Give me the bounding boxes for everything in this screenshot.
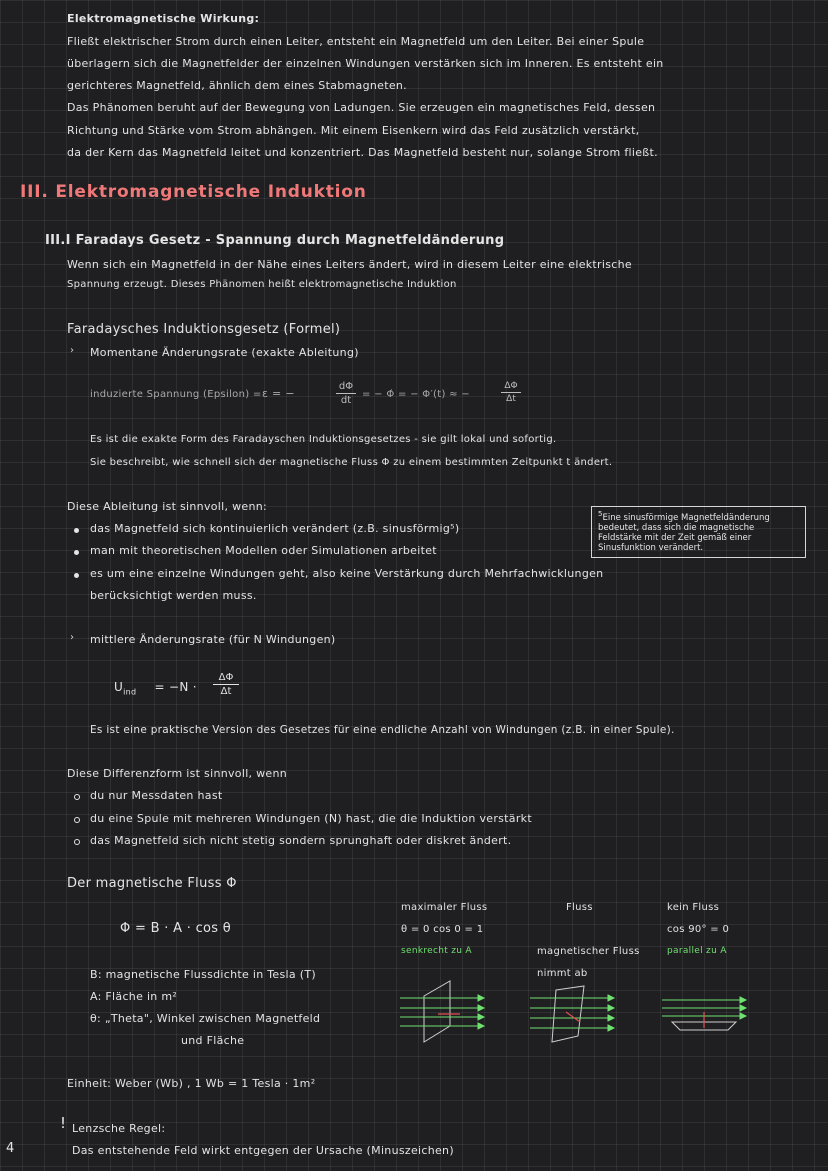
point-average: mittlere Änderungsrate (für N Windungen) <box>90 633 336 646</box>
diff-heading: Diese Differenzform ist sinnvoll, wenn <box>67 767 288 780</box>
intro-line: überlagern sich die Magnetfelder der einzelnen Windungen verstärken sich im Inneren. Es entsteht ein <box>67 57 664 70</box>
intro-line: Richtung und Stärke vom Strom abhängen. Mit einem Eisenkern wird das Feld zusätzlich verstärkt, <box>67 124 640 137</box>
chevron-right-icon: › <box>70 632 74 643</box>
intro-line: da der Kern das Magnetfeld leitet und konzentriert. Das Magnetfeld besteht nur, solange Strom fließt. <box>67 146 658 159</box>
diagram-none-formula: cos 90° = 0 <box>667 924 730 935</box>
explain-line: Es ist die exakte Form des Faradayschen Induktionsgesetzes - sie gilt lokal und sofortig. <box>90 434 557 445</box>
field-lines <box>530 995 614 1031</box>
fraction-Dphi-Dt-2 <box>213 672 239 697</box>
fraction-numerator: ΔΦ <box>504 381 518 391</box>
fraction-bar <box>336 393 356 394</box>
flux-unit: Einheit: Weber (Wb) , 1 Wb = 1 Tesla · 1m² <box>67 1077 316 1090</box>
useful-item: das Magnetfeld sich kontinuierlich verändert (z.B. sinusförmig⁵) <box>90 522 460 535</box>
sub-intro-line: Spannung erzeugt. Dieses Phänomen heißt elektromagnetische Induktion <box>67 279 457 290</box>
footnote-box <box>591 506 806 558</box>
diagram-no-flux <box>658 994 750 1038</box>
bullet-icon <box>74 794 80 800</box>
footnote-text: Eine sinusförmige Magnetfeldänderung bedeutet, dass sich die magnetische Feldstärke mit der Zeit gemäß einer Sinusfunktion verändert. <box>598 512 770 553</box>
subsection-number: III.I <box>45 233 71 248</box>
section-title: Elektromagnetische Induktion <box>55 182 367 202</box>
field-lines <box>400 995 484 1029</box>
lenz-heading: Lenzsche Regel: <box>72 1122 166 1135</box>
flux-formula: Φ = B · A · cos θ <box>120 921 232 936</box>
bullet-icon <box>74 573 79 578</box>
fraction-denominator: dt <box>340 395 352 406</box>
sub-intro-line: Wenn sich ein Magnetfeld in der Nähe eines Leiters ändert, wird in diesem Leiter eine elektrische <box>67 258 632 271</box>
diagram-max-note: senkrecht zu A <box>401 946 472 956</box>
intro-line: Das Phänomen beruht auf der Bewegung von Ladungen. Sie erzeugen ein magnetisches Feld, dessen <box>67 101 656 114</box>
subsection-title: Faradays Gesetz - Spannung durch Magnetfeldänderung <box>75 233 505 248</box>
fraction-denominator: Δt <box>220 686 232 697</box>
explain-line: Sie beschreibt, wie schnell sich der magnetische Fluss Φ zu einem bestimmten Zeitpunkt t ändert. <box>90 457 613 468</box>
flux-heading: Der magnetische Fluss Φ <box>67 876 237 891</box>
explain2: Es ist eine praktische Version des Gesetzes für eine endliche Anzahl von Windungen (z.B. in einer Spule). <box>90 724 675 736</box>
footnote-mark: 5 <box>598 510 603 518</box>
chevron-right-icon: › <box>70 345 74 356</box>
diagram-max-formula: θ = 0 cos 0 = 1 <box>401 924 484 935</box>
formula-middle: = − Φ̇ = − Φ′(t) ≈ − <box>362 389 470 400</box>
formula-lhs: induzierte Spannung (Epsilon) = <box>90 389 262 400</box>
fraction-bar <box>213 684 239 685</box>
section-heading <box>20 182 367 202</box>
diff-item: das Magnetfeld sich nicht stetig sondern sprunghaft oder diskret ändert. <box>90 834 512 847</box>
useful-heading: Diese Ableitung ist sinnvoll, wenn: <box>67 500 267 513</box>
diagram-mid-note: nimmt ab <box>537 968 588 979</box>
fraction-Dphi-Dt <box>501 381 521 404</box>
fraction-denominator: Δt <box>506 394 516 404</box>
flux-def: θ: „Theta", Winkel zwischen Magnetfeld <box>90 1012 321 1025</box>
formula-epsilon: ε = − <box>262 387 295 400</box>
useful-item: man mit theoretischen Modellen oder Simulationen arbeitet <box>90 544 437 557</box>
formula2 <box>114 680 197 696</box>
intro-line: Fließt elektrischer Strom durch einen Leiter, entsteht ein Magnetfeld um den Leiter. Bei einer Spule <box>67 35 645 48</box>
bullet-icon <box>74 550 79 555</box>
area-plane <box>424 981 450 1042</box>
subsection-heading <box>45 233 504 248</box>
page-number: 4 <box>6 1141 15 1156</box>
flux-def: B: magnetische Flussdichte in Tesla (T) <box>90 968 316 981</box>
diagram-none-title: kein Fluss <box>667 902 720 913</box>
section-number: III. <box>20 182 49 202</box>
diagram-none-note: parallel zu A <box>667 946 727 956</box>
warning-icon: ! <box>60 1114 67 1132</box>
bullet-icon <box>74 528 79 533</box>
bullet-icon <box>74 839 80 845</box>
lenz-text: Das entstehende Feld wirkt entgegen der Ursache (Minuszeichen) <box>72 1144 454 1157</box>
flux-def: A: Fläche in m² <box>90 990 178 1003</box>
useful-item-continued: berücksichtigt werden muss. <box>90 589 257 602</box>
formula2-sub: ind <box>123 687 137 697</box>
fraction-dphi-dt <box>336 381 356 406</box>
diagram-mid-note: magnetischer Fluss <box>537 946 640 957</box>
formula2-lhs: U <box>114 680 124 694</box>
formula2-rhs: = −N · <box>154 680 197 694</box>
diagram-mid-flux <box>528 978 618 1048</box>
fraction-numerator: dΦ <box>338 381 354 392</box>
normal-vector <box>566 1012 580 1022</box>
diff-item: du nur Messdaten hast <box>90 789 223 802</box>
faraday-heading: Faradaysches Induktionsgesetz (Formel) <box>67 322 341 337</box>
useful-item: es um eine einzelne Windungen geht, also keine Verstärkung durch Mehrfachwicklungen <box>90 567 604 580</box>
fraction-numerator: ΔΦ <box>218 672 234 683</box>
intro-heading: Elektromagnetische Wirkung: <box>67 12 260 25</box>
fraction-bar <box>501 392 521 393</box>
flux-def-continued: und Fläche <box>181 1034 245 1047</box>
bullet-icon <box>74 817 80 823</box>
diagram-mid-title: Fluss <box>566 902 593 913</box>
intro-line: gerichteres Magnetfeld, ähnlich dem eines Stabmagneten. <box>67 79 407 92</box>
diff-item: du eine Spule mit mehreren Windungen (N) hast, die die Induktion verstärkt <box>90 812 532 825</box>
diagram-max-flux <box>398 976 488 1046</box>
point-momentary: Momentane Änderungsrate (exakte Ableitung) <box>90 346 359 359</box>
diagram-max-title: maximaler Fluss <box>401 902 488 913</box>
